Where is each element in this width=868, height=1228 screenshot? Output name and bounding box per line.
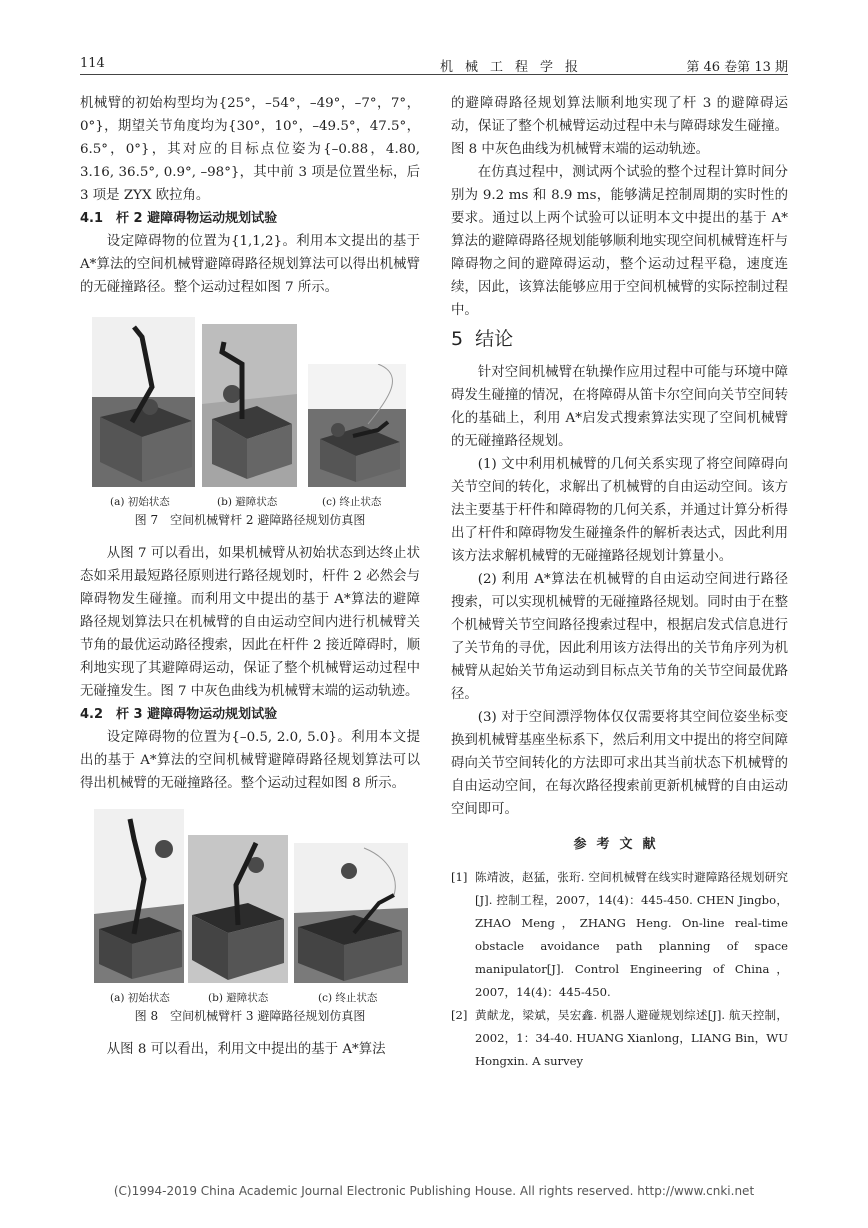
- conclusion-3: (3) 对于空间漂浮物体仅仅需要将其空间位姿坐标变换到机械臂基座坐标系下，然后利用文中提出的将空间障碍向关节空间转化的方法即可求出其当前状态下机械臂的自由运动空间，在每次路径搜索前更新机械臂的自由运动空间即可。: [451, 710, 788, 817]
- paragraph-timing: 在仿真过程中，测试两个试验的整个过程计算时间分别为 9.2 ms 和 8.9 ms，能够满足控制周期的实时性的要求。通过以上两个试验可以证明本文中提出的基于 A*算法的避障碍路径规划能够顺利地实现空间机械臂连杆与障碍物之间的避障碍运动，整个运动过程平稳，速度连续，因此，该算法能够应用于空间机械臂的实际控制过程中。: [451, 165, 788, 318]
- right-column: [451, 92, 788, 1073]
- reference-text: 黄献龙，梁斌，吴宏鑫. 机器人避碰规划综述[J]. 航天控制，2002，1：34-40. HUANG Xianlong，LIANG Bin，WU Hongxin. A survey: [475, 1008, 788, 1068]
- fig7-label-a: (a) 初始状态: [110, 496, 170, 508]
- section-4-2-heading: 4.2 杆 3 避障碍物运动规划试验: [80, 707, 278, 722]
- conclusion-1: (1) 文中利用机械臂的几何关系实现了将空间障碍向关节空间的转化，求解出了机械臂的自由运动空间。该方法主要基于杆件和障碍物的几何关系，并通过计算分析得出了杆件和障碍物发生碰撞条件的解析表达式，因此利用该方法求解机械臂的无碰撞路径规划计算量小。: [451, 457, 788, 564]
- section-4-1-heading: 4.1 杆 2 避障碍物运动规划试验: [80, 211, 278, 226]
- references-title: 参考文献: [573, 837, 666, 852]
- fig8-sublabels: [80, 987, 420, 1005]
- fig7-label-c: (c) 终止状态: [322, 496, 382, 508]
- fig8-caption: 图 8 空间机械臂杆 3 避障路径规划仿真图: [134, 1009, 366, 1023]
- reference-item: [451, 1004, 788, 1073]
- fig7-panel-avoidance: [202, 324, 297, 487]
- fig8-label-b: (b) 避障状态: [208, 992, 269, 1004]
- page-header: [80, 52, 788, 75]
- paragraph-fig7-discussion: 从图 7 可以看出，如果机械臂从初始状态到达终止状态如采用最短路径原则进行路径规划时，杆件 2 必然会与障碍物发生碰撞。而利用文中提出的基于 A*算法的避障路径规划算法只在机械臂的自由运动空间内进行机械臂关节角的最优运动路径搜索，因此在杆件 2 接近障碍时，顺利地实现了其避障碍运动，保证了整个机械臂运动过程中无碰撞发生。图 7 中灰色曲线为机械臂末端的运动轨迹。: [80, 546, 420, 699]
- reference-number: [2]: [451, 1008, 468, 1022]
- paragraph-4-2: 设定障碍物的位置为{–0.5, 2.0, 5.0}。利用本文提出的基于 A*算法的空间机械臂避障碍路径规划算法可以得出机械臂的无碰撞路径。整个运动过程如图 8 所示。: [80, 730, 420, 791]
- reference-text: 陈靖波，赵猛，张珩. 空间机械臂在线实时避障路径规划研究[J]. 控制工程，2007，14(4)：445-450. CHEN Jingbo，ZHAO Meng，ZHANG Heng. On-line real-time obstacle avoidance path planning of space manipulator[J]. Control Engineering of China，2007，14(4)：445-450.: [475, 870, 788, 999]
- fig8-panel-final: [294, 843, 408, 983]
- fig8-label-a: (a) 初始状态: [110, 992, 170, 1004]
- section-5-title: 结论: [475, 328, 514, 350]
- fig8-panel-initial: [94, 809, 184, 983]
- conclusion-intro: 针对空间机械臂在轨操作应用过程中可能与环境中障碍发生碰撞的情况，在将障碍从笛卡尔空间向关节空间转化的基础上，利用 A*启发式搜索算法实现了空间机械臂的无碰撞路径规划。: [451, 365, 788, 449]
- figure-8: [80, 805, 420, 983]
- left-column: [80, 92, 420, 1061]
- page-number: 114: [80, 56, 105, 71]
- section-5-number: 5: [451, 328, 464, 350]
- fig7-panel-initial: [92, 317, 195, 487]
- fig7-panel-final: [308, 364, 406, 487]
- paragraph-fig8-discussion: 从图 8 可以看出，利用文中提出的基于 A*算法: [106, 1042, 386, 1057]
- paragraph-continued: 的避障碍路径规划算法顺利地实现了杆 3 的避障碍运动，保证了整个机械臂运动过程中未与障碍球发生碰撞。图 8 中灰色曲线为机械臂末端的运动轨迹。: [451, 96, 788, 157]
- paragraph-intro: 机械臂的初始构型均为{25°，–54°，–49°，–7°，7°，0°}，期望关节角度均为{30°，10°，–49.5°，47.5°，6.5°，0°}，其对应的目标点位姿为{–0.88，4.80, 3.16, 36.5°, 0.9°, –98°}，其中前 3 项是位置坐标，后 3 项是 ZYX 欧拉角。: [80, 96, 420, 203]
- conclusion-2: (2) 利用 A*算法在机械臂的自由运动空间进行路径搜索，可以实现机械臂的无碰撞路径规划。同时由于在整个机械臂关节空间路径搜索过程中，根据启发式信息进行了关节角的寻优，因此利用该方法得出的关节角序列为机械臂从起始关节角运动到目标点关节角的关节空间最优路径。: [451, 572, 788, 702]
- fig7-label-b: (b) 避障状态: [217, 496, 278, 508]
- fig7-caption: 图 7 空间机械臂杆 2 避障路径规划仿真图: [134, 513, 366, 527]
- fig8-label-c: (c) 终止状态: [318, 992, 378, 1004]
- fig7-sublabels: [80, 491, 420, 509]
- section-5-heading: [451, 328, 788, 351]
- volume-issue: 第 46 卷第 13 期: [686, 60, 788, 75]
- copyright-footer: (C)1994-2019 China Academic Journal Electronic Publishing House. All rights reserved. http://www.cnki.net: [113, 1184, 755, 1198]
- journal-name: 机械工程学报: [440, 60, 591, 75]
- fig8-panel-avoidance: [188, 835, 288, 983]
- reference-item: [451, 866, 788, 1004]
- reference-number: [1]: [451, 870, 468, 884]
- paragraph-4-1: 设定障碍物的位置为{1,1,2}。利用本文提出的基于 A*算法的空间机械臂避障碍路径规划算法可以得出机械臂的无碰撞路径。整个运动过程如图 7 所示。: [80, 234, 420, 295]
- figure-7: [80, 309, 420, 487]
